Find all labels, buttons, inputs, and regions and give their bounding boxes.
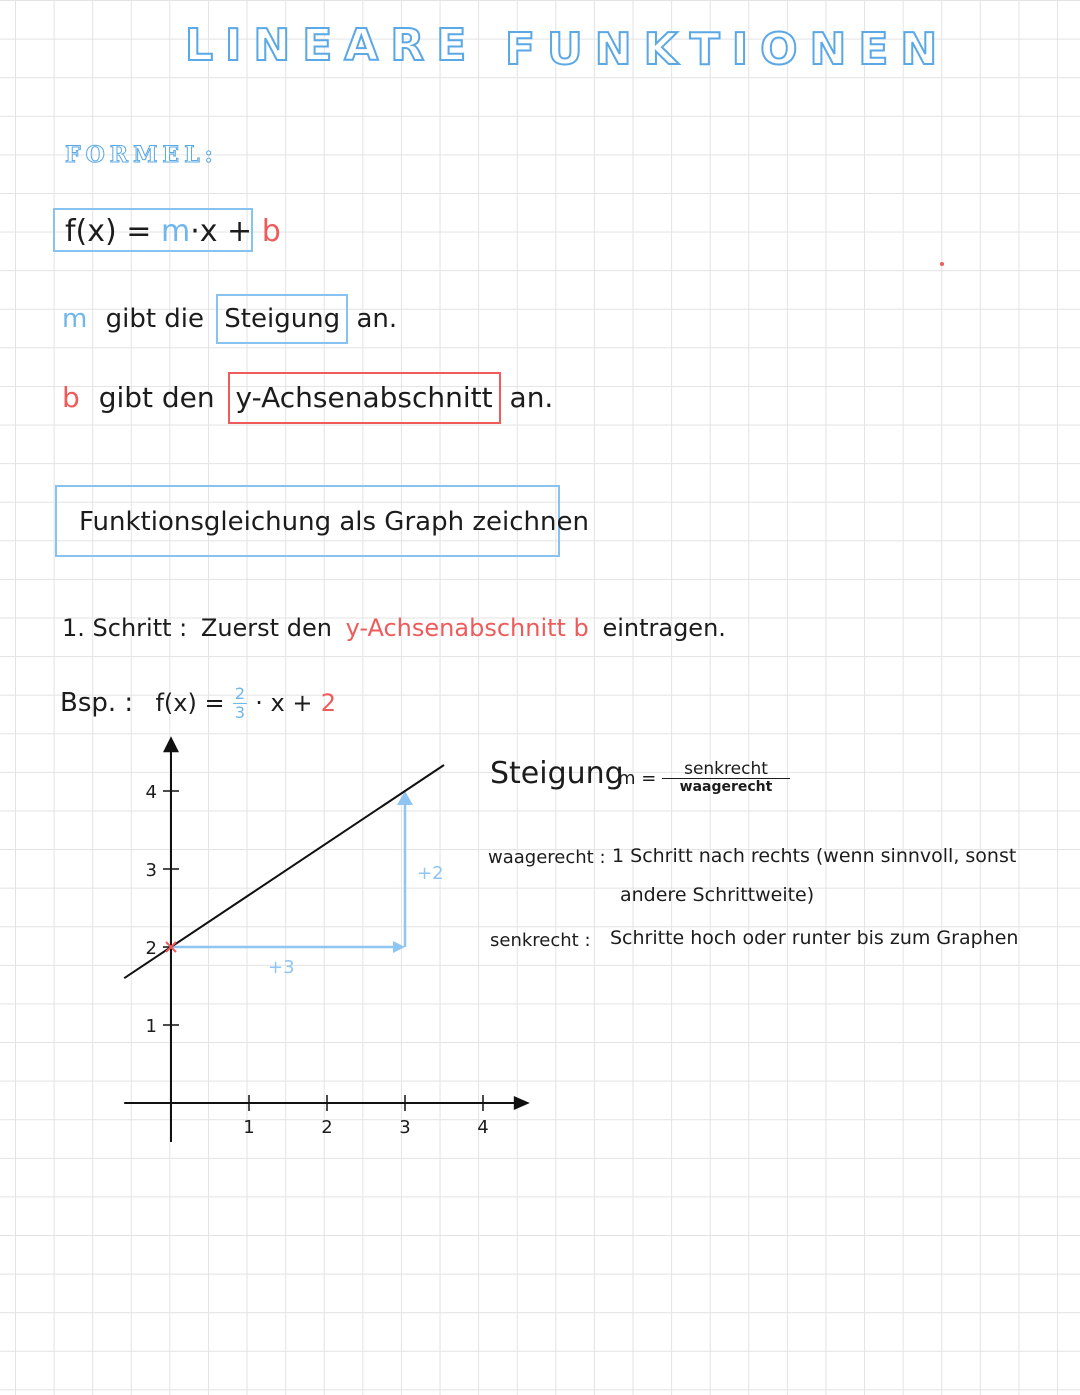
step-label-horizontal: +3 [268, 957, 295, 978]
senkrecht-label: senkrecht : [490, 930, 591, 951]
steigung-box: Steigung [216, 294, 348, 344]
x-axis-arrow [514, 1096, 530, 1110]
example-fraction-num: 2 [234, 684, 246, 703]
formula-lhs: f(x) = [65, 214, 152, 249]
formula-mid: ·x + [190, 214, 253, 249]
waagerecht-text2: andere Schrittweite) [620, 884, 815, 906]
stray-dot [940, 262, 944, 266]
y-tick-label: 3 [145, 860, 157, 881]
waagerecht-text1: 1 Schritt nach rechts (wenn sinnvoll, sonst [612, 845, 1017, 867]
line-m-var: m [62, 304, 88, 334]
section-heading: Funktionsgleichung als Graph zeichnen [79, 507, 589, 537]
steigung-label: Steigung [490, 756, 624, 791]
schritt-1-highlight: y-Achsenabschnitt b [345, 614, 589, 642]
line-b-text2: an. [509, 381, 554, 414]
line-m-text2: an. [356, 304, 398, 334]
formula-m: m [160, 214, 191, 249]
waagerecht-label: waagerecht : [488, 847, 606, 868]
x-tick-label: 1 [243, 1117, 255, 1138]
line-b-text1: gibt den [98, 381, 215, 414]
x-tick-label: 3 [399, 1117, 411, 1138]
step-label-vertical: +2 [417, 863, 444, 884]
formula-b: b [261, 214, 281, 249]
schritt-1-text2: eintragen. [602, 614, 726, 642]
schritt-1-prefix: 1. Schritt : [62, 614, 188, 642]
y-tick-label: 1 [145, 1016, 157, 1037]
steigung-fraction [662, 760, 790, 795]
x-tick-label: 4 [477, 1117, 489, 1138]
page-title-word1: LINEARE [185, 20, 479, 71]
line-b-var: b [62, 381, 80, 414]
line-m-text1: gibt die [105, 304, 205, 334]
step-vertical-arrow [397, 791, 413, 805]
step-horizontal-arrow [393, 941, 405, 953]
steigung-m-eq: m = [618, 768, 657, 789]
y-axis-arrow [163, 736, 179, 752]
formel-label: FORMEL: [65, 142, 218, 168]
page-title-word2: FUNKTIONEN [505, 24, 950, 75]
achsenabschnitt-box: y-Achsenabschnitt [228, 372, 501, 424]
y-tick-label: 2 [145, 938, 157, 959]
example-fraction-den: 3 [234, 703, 246, 722]
steigung-numerator: senkrecht [662, 760, 790, 779]
senkrecht-text: Schritte hoch oder runter bis zum Graphen [610, 927, 1019, 949]
example-label: Bsp. : [60, 688, 134, 718]
example-b: 2 [320, 689, 337, 717]
x-tick-label: 2 [321, 1117, 333, 1138]
steigung-denominator: waagerecht [679, 779, 773, 795]
y-tick-label: 4 [145, 782, 157, 803]
schritt-1-text1: Zuerst den [200, 614, 332, 642]
example-mid: · x + [255, 689, 313, 717]
example-lhs: f(x) = [155, 689, 225, 717]
